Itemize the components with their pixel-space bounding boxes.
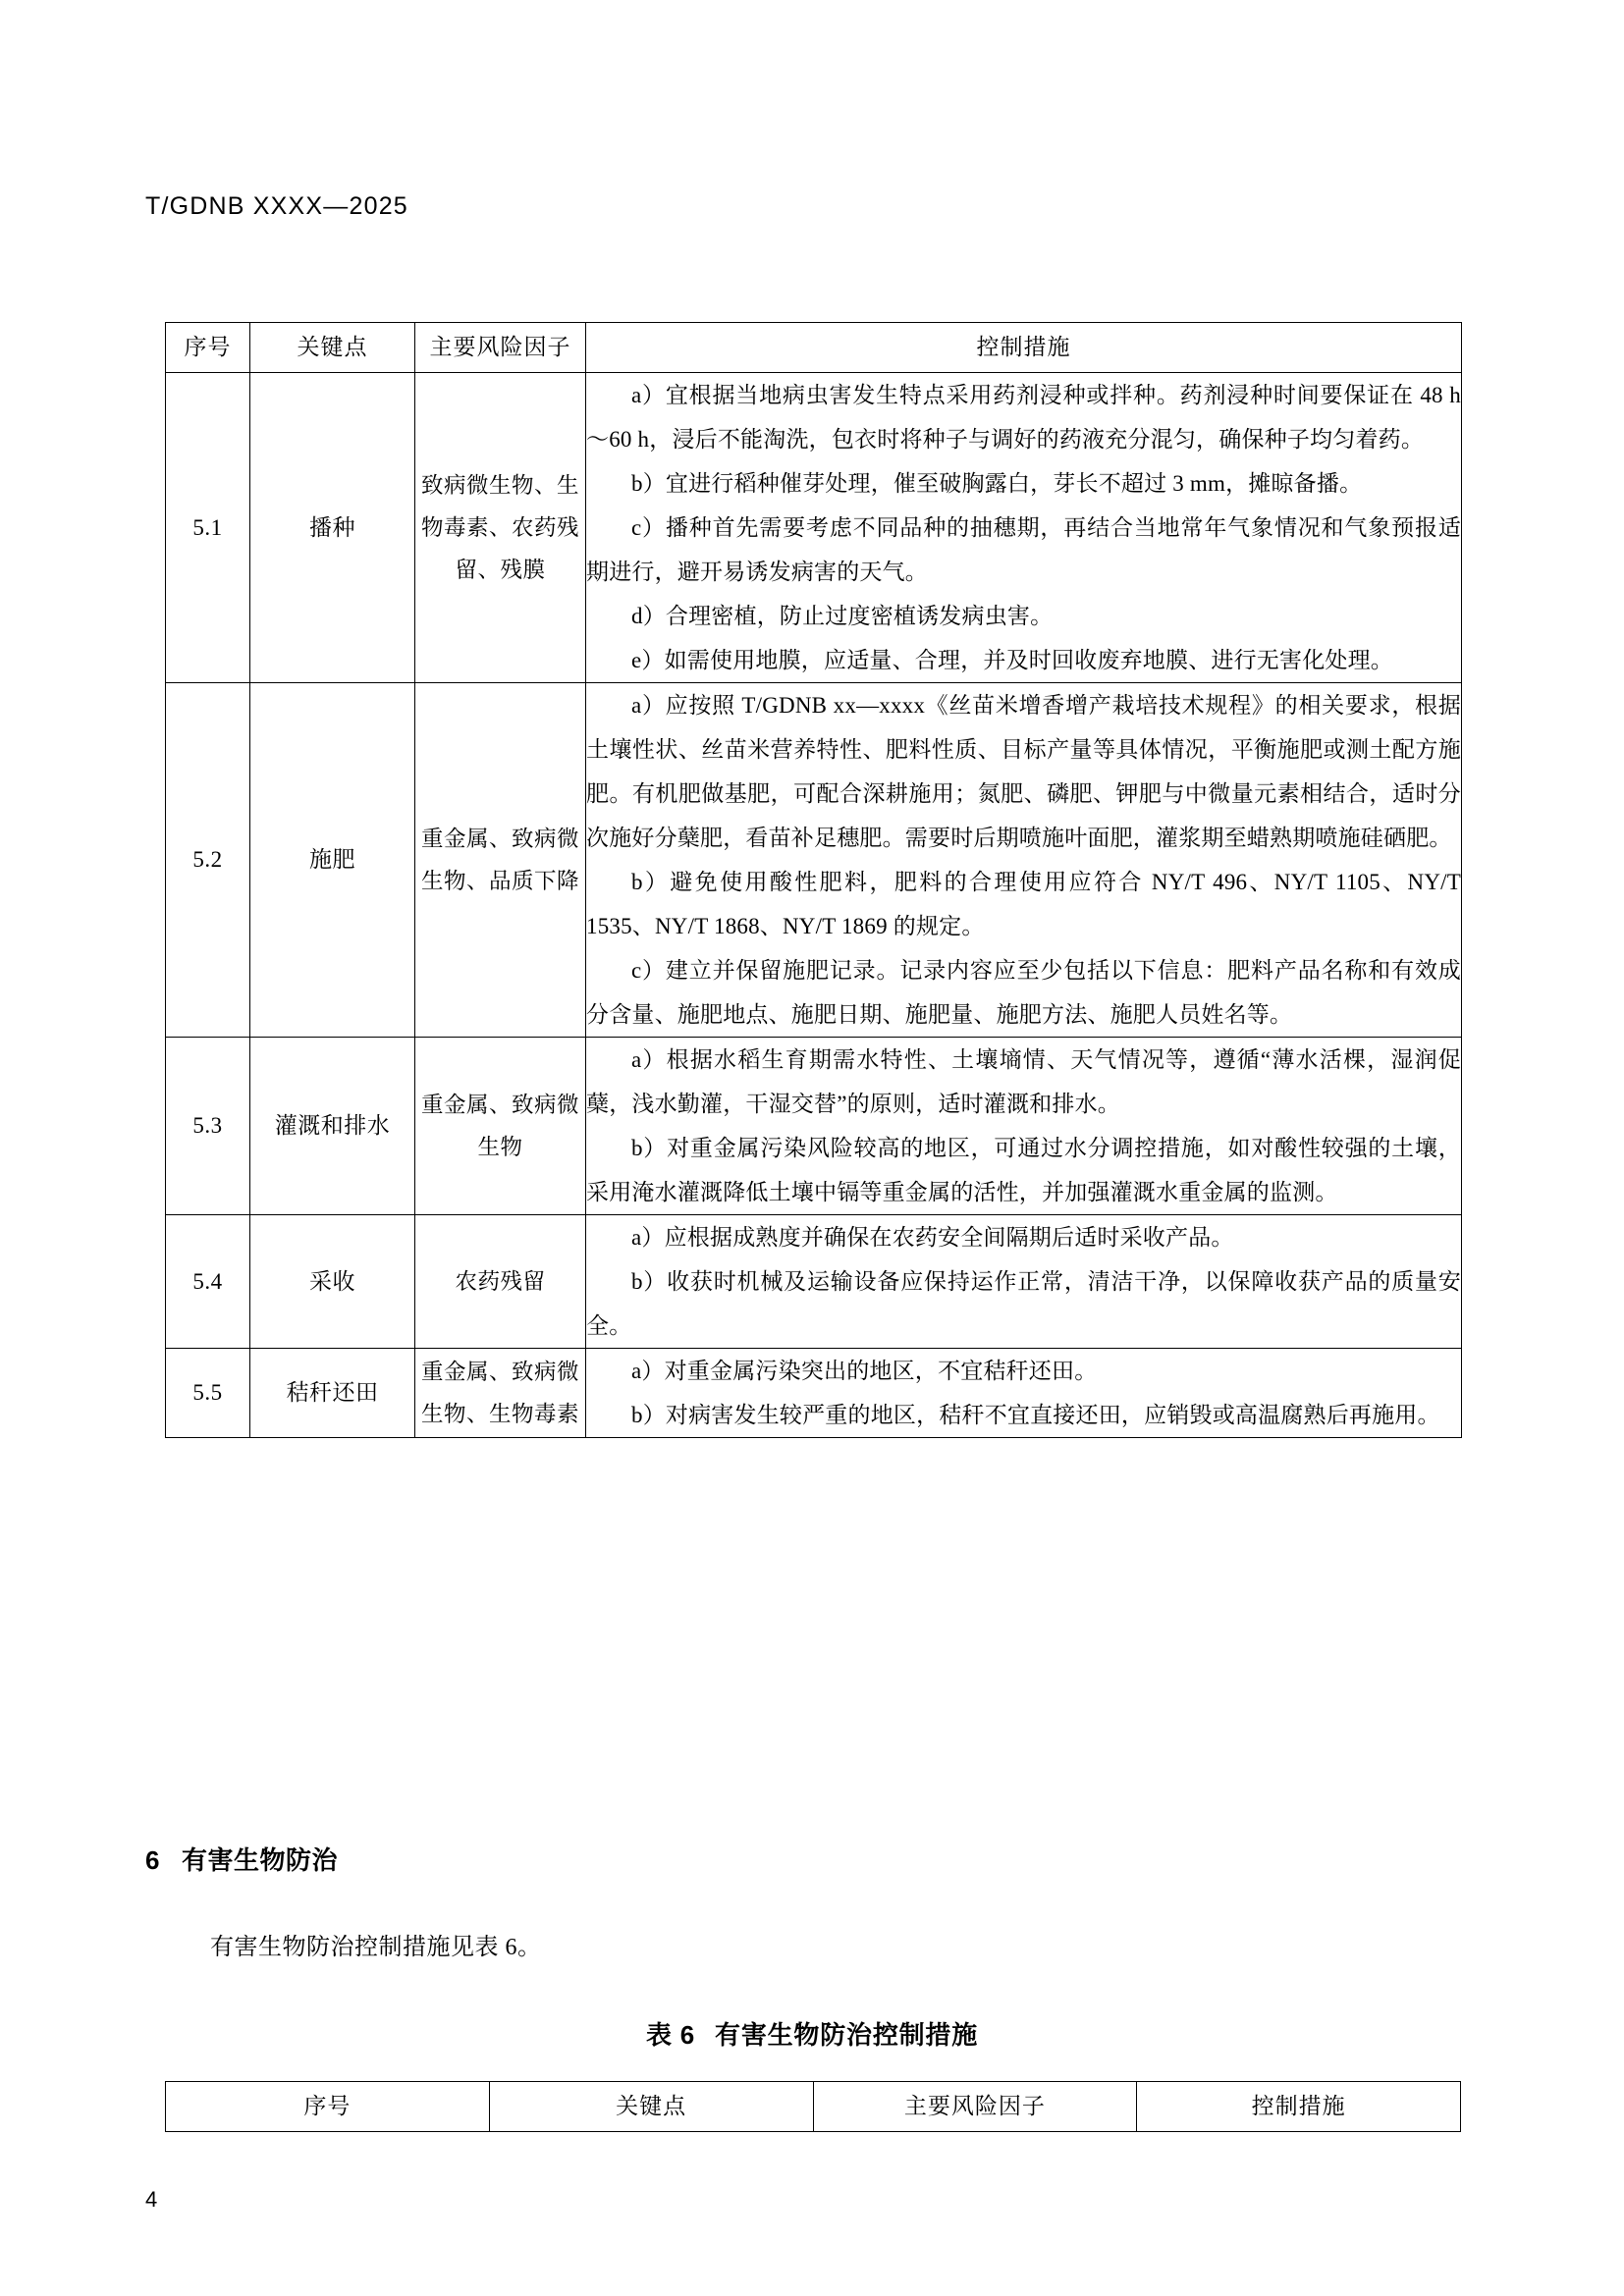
column-header-risk-factors: 主要风险因子 — [415, 323, 586, 373]
measure-item: e）如需使用地膜，应适量、合理，并及时回收废弃地膜、进行无害化处理。 — [631, 648, 1394, 672]
cell-key-point: 播种 — [250, 373, 415, 683]
measure-item: b）收获时机械及运输设备应保持运作正常，清洁干净，以保障收获产品的质量安全。 — [586, 1269, 1461, 1338]
cell-control-measures — [586, 373, 1462, 683]
cell-key-point: 采收 — [250, 1215, 415, 1349]
cell-risk-factors: 重金属、致病微生物、品质下降 — [415, 683, 586, 1038]
cell-key-point: 灌溉和排水 — [250, 1038, 415, 1215]
measure-item: c）建立并保留施肥记录。记录内容应至少包括以下信息：肥料产品名称和有效成分含量、施肥地点、施肥日期、施肥量、施肥方法、施肥人员姓名等。 — [586, 958, 1461, 1027]
caption-number: 表 6 — [645, 2020, 696, 2050]
measure-item: a）对重金属污染突出的地区，不宜秸秆还田。 — [631, 1359, 1098, 1383]
measure-item: a）宜根据当地病虫害发生特点采用药剂浸种或拌种。药剂浸种时间要保证在 48 h～60 h，浸后不能淘洗，包衣时将种子与调好的药液充分混匀，确保种子均匀着药。 — [586, 383, 1461, 452]
column-header-key-point: 关键点 — [250, 323, 415, 373]
table-row — [166, 683, 1462, 1038]
column-header-no: 序号 — [166, 2082, 490, 2132]
table-6-control-measures — [165, 2081, 1461, 2132]
measure-item: d）合理密植，防止过度密植诱发病虫害。 — [631, 604, 1054, 628]
measure-item: b）对重金属污染风险较高的地区，可通过水分调控措施，如对酸性较强的土壤，采用淹水灌溉降低土壤中镉等重金属的活性，并加强灌溉水重金属的监测。 — [586, 1136, 1461, 1204]
cell-control-measures — [586, 1038, 1462, 1215]
cell-control-measures — [586, 683, 1462, 1038]
measure-item: b）对病害发生较严重的地区，秸秆不宜直接还田，应销毁或高温腐熟后再施用。 — [631, 1403, 1440, 1427]
cell-no: 5.1 — [166, 373, 250, 683]
column-header-control-measures: 控制措施 — [1137, 2082, 1461, 2132]
table-header-row — [166, 2082, 1461, 2132]
cell-no: 5.3 — [166, 1038, 250, 1215]
caption-title: 有害生物防治控制措施 — [715, 2020, 979, 2050]
table-row — [166, 1215, 1462, 1349]
measure-item: b）避免使用酸性肥料，肥料的合理使用应符合 NY/T 496、NY/T 1105、NY/T 1535、NY/T 1868、NY/T 1869 的规定。 — [586, 870, 1461, 938]
measure-item: c）播种首先需要考虑不同品种的抽穗期，再结合当地常年气象情况和气象预报适期进行，避开易诱发病害的天气。 — [586, 515, 1461, 584]
cell-no: 5.5 — [166, 1349, 250, 1438]
table-5-control-measures — [165, 322, 1462, 1438]
page-number: 4 — [145, 2187, 158, 2212]
column-header-risk-factors: 主要风险因子 — [813, 2082, 1137, 2132]
cell-no: 5.4 — [166, 1215, 250, 1349]
table-6-caption — [0, 2015, 1624, 2052]
cell-risk-factors: 重金属、致病微生物、生物毒素 — [415, 1349, 586, 1438]
cell-key-point: 秸秆还田 — [250, 1349, 415, 1438]
cell-risk-factors: 重金属、致病微生物 — [415, 1038, 586, 1215]
measure-item: a）应按照 T/GDNB xx—xxxx《丝苗米增香增产栽培技术规程》的相关要求，根据土壤性状、丝苗米营养特性、肥料性质、目标产量等具体情况，平衡施肥或测土配方施肥。有机肥做基肥，可配合深耕施用；氮肥、磷肥、钾肥与中微量元素相结合，适时分次施好分蘖肥，看苗补足穗肥。需要时后期喷施叶面肥，灌浆期至蜡熟期喷施硅硒肥。 — [586, 693, 1461, 850]
column-header-no: 序号 — [166, 323, 250, 373]
table-row — [166, 373, 1462, 683]
measure-item: a）根据水稻生育期需水特性、土壤墒情、天气情况等，遵循“薄水活棵，湿润促蘖，浅水勤灌，干湿交替”的原则，适时灌溉和排水。 — [586, 1047, 1461, 1116]
cell-no: 5.2 — [166, 683, 250, 1038]
table-row — [166, 1038, 1462, 1215]
section-title: 有害生物防治 — [181, 1845, 338, 1875]
cell-risk-factors: 致病微生物、生物毒素、农药残留、残膜 — [415, 373, 586, 683]
table-row — [166, 1349, 1462, 1438]
cell-key-point: 施肥 — [250, 683, 415, 1038]
cell-control-measures — [586, 1215, 1462, 1349]
column-header-key-point: 关键点 — [489, 2082, 813, 2132]
section-heading-6 — [145, 1841, 338, 1877]
column-header-control-measures: 控制措施 — [586, 323, 1462, 373]
measure-item: a）应根据成熟度并确保在农药安全间隔期后适时采收产品。 — [631, 1225, 1234, 1250]
table-header-row — [166, 323, 1462, 373]
cell-risk-factors: 农药残留 — [415, 1215, 586, 1349]
measure-item: b）宜进行稻种催芽处理，催至破胸露白，芽长不超过 3 mm，摊晾备播。 — [631, 471, 1363, 496]
running-header: T/GDNB XXXX—2025 — [145, 192, 408, 220]
section-paragraph: 有害生物防治控制措施见表 6。 — [210, 1935, 542, 1960]
section-number: 6 — [145, 1845, 160, 1875]
cell-control-measures — [586, 1349, 1462, 1438]
